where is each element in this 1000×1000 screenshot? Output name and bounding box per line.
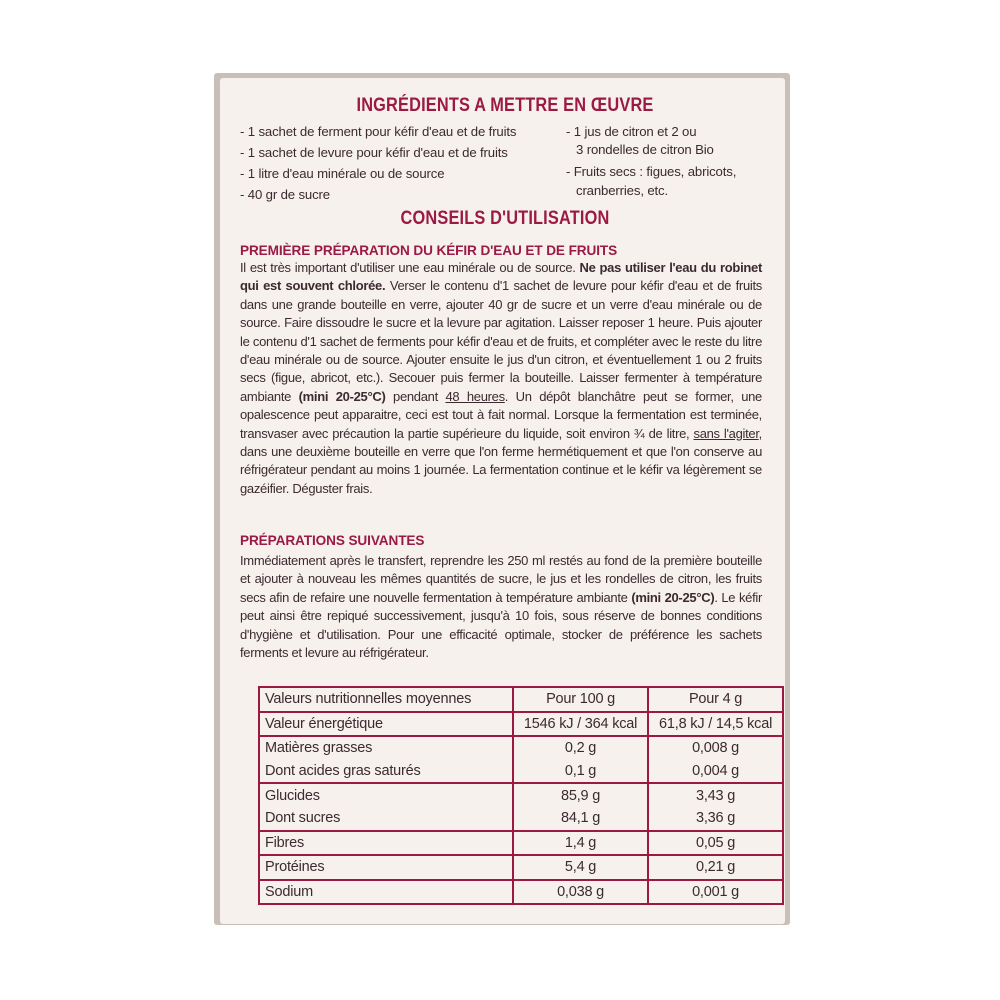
nutrient-value-4g: 0,001 g [648,880,783,905]
nutrition-header-cell: Pour 4 g [648,687,783,712]
nutrition-row [259,855,783,880]
nutrient-name: Dont acides gras saturés [265,763,421,780]
nutrient-value-100g: 1546 kJ / 364 kcal [513,712,648,737]
nutrient-value-4g: 3,36 g [648,807,783,831]
nutrient-name: Fibres [259,831,513,856]
ingredient-item: - 1 jus de citron et 2 ou [566,124,697,139]
ingredient-item: - 1 sachet de levure pour kéfir d'eau et de fruits [240,145,508,160]
nutrient-name: Protéines [259,855,513,880]
nutrient-value-100g: 85,9 g [513,783,648,807]
package-panel [220,78,785,924]
nutrition-row [259,736,783,760]
nutrient-value-4g: 3,43 g [648,783,783,807]
nutrient-value-100g: 1,4 g [513,831,648,856]
ingredient-item: 3 rondelles de citron Bio [576,142,714,157]
nutrient-value-4g: 0,21 g [648,855,783,880]
nutrient-name: Valeur énergétique [259,712,513,737]
nutrient-value-100g: 0,038 g [513,880,648,905]
advice-title: CONSEILS D'UTILISATION [400,208,610,229]
ingredient-item: - 1 sachet de ferment pour kéfir d'eau et de fruits [240,124,517,139]
nutrient-name: Sodium [259,880,513,905]
nutrition-header-cell: Valeurs nutritionnelles moyennes [265,691,472,708]
nutrient-name: Dont sucres [265,810,341,827]
nutrition-row [259,880,783,905]
ingredient-item: - 40 gr de sucre [240,187,330,202]
nutrient-value-4g: 0,008 g [648,736,783,760]
nutrient-value-100g: 0,1 g [513,760,648,784]
nutrition-table [258,686,784,905]
nutrient-name: Glucides [259,783,513,807]
ingredients-title: INGRÉDIENTS A METTRE EN ŒUVRE [356,95,654,116]
ingredient-item: - 1 litre d'eau minérale ou de source [240,166,445,181]
nutrient-value-100g: 5,4 g [513,855,648,880]
first-preparation-text: Il est très important d'utiliser une eau minérale ou de source. Ne pas utiliser l'eau du robinet qui est souvent chlorée. Verser le contenu d'1 sachet de levure pour kéfir d'eau et de fruits dans une grande bouteille en verre, ajouter 40 gr de sucre et un verre d'eau minérale ou de source. Faire dissoudre le sucre et la levure par agitation. Laisser reposer 1 heure. Puis ajouter le contenu d'1 sachet de ferments pour kéfir d'eau et de fruits, et compléter avec le reste du litre d'eau minérale ou de source. Ajouter ensuite le jus d'un citron, et éventuellement 1 ou 2 fruits secs (figue, abricot, etc.). Secouer puis fermer la bouteille. Laisser fermenter à température ambiante (mini 20-25°C) pendant 48 heures. Un dépôt blanchâtre peut se former, une opalescence peut apparaitre, ceci est tout à fait normal. Lorsque la fermentation est terminée, transvaser avec précaution la partie supérieure du liquide, soit environ ¾ de litre, sans l'agiter, dans une deuxième bouteille en verre que l'on ferme hermétiquement et que l'on conserve au réfrigérateur pendant au moins 1 journée. La fermentation continue et le kéfir va légèrement se gazéifier. Déguster frais. [240,260,762,496]
next-preparations-text: Immédiatement après le transfert, reprendre les 250 ml restés au fond de la première bouteille et ajouter à nouveau les mêmes quantités de sucre, le jus et les rondelles de citron, les fruits secs afin de refaire une nouvelle fermentation à température ambiante (mini 20-25°C). Le kéfir peut ainsi être repiqué successivement, jusqu'à 10 fois, sous réserve de bonnes conditions d'hygiène et d'utilisation. Pour une efficacité optimale, stocker de préférence les sachets ferments et levure au réfrigérateur. [240,553,762,661]
nutrition-row [259,783,783,807]
nutrient-value-100g: 0,2 g [513,736,648,760]
nutrient-value-4g: 0,05 g [648,831,783,856]
ingredient-item: - Fruits secs : figues, abricots, [566,164,737,179]
nutrition-row [259,807,783,831]
nutrition-row [259,760,783,784]
first-preparation-heading: PREMIÈRE PRÉPARATION DU KÉFIR D'EAU ET DE FRUITS [240,243,618,258]
next-preparations-heading: PRÉPARATIONS SUIVANTES [240,533,425,548]
nutrition-row [259,831,783,856]
nutrition-row [259,712,783,737]
nutrition-header-cell: Pour 100 g [513,687,648,712]
ingredient-item: cranberries, etc. [576,183,668,198]
nutrient-name: Matières grasses [259,736,513,760]
nutrient-value-4g: 0,004 g [648,760,783,784]
nutrient-value-100g: 84,1 g [513,807,648,831]
nutrient-value-4g: 61,8 kJ / 14,5 kcal [648,712,783,737]
nutrition-header-row [259,687,783,712]
